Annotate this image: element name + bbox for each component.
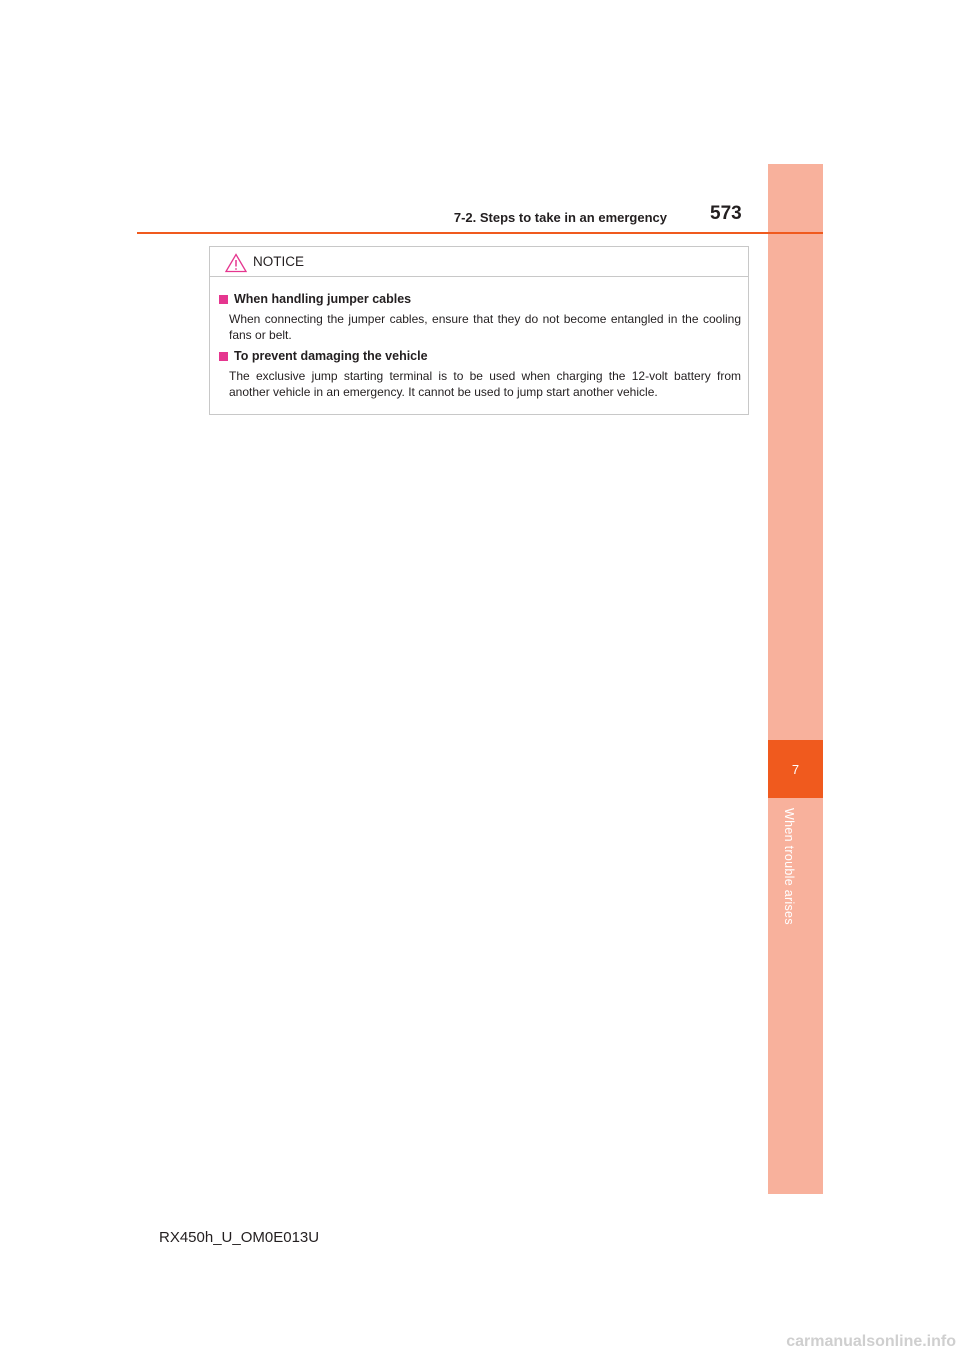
section-title: 7-2. Steps to take in an emergency	[453, 210, 667, 225]
notice-header	[210, 247, 748, 277]
notice-item-heading: When handling jumper cables	[234, 292, 412, 306]
side-tab	[768, 164, 823, 1194]
square-bullet-icon	[219, 352, 228, 361]
header-rule	[137, 232, 823, 234]
notice-item	[219, 291, 741, 343]
square-bullet-icon	[219, 295, 228, 304]
watermark: carmanualsonline.info	[786, 1333, 956, 1350]
notice-item-text: When connecting the jumper cables, ensure that they do not become entangled in the cooling fans or belt.	[229, 312, 741, 342]
notice-box	[209, 246, 749, 415]
notice-item-heading: To prevent damaging the vehicle	[234, 349, 428, 363]
manual-code: RX450h_U_OM0E013U	[159, 1229, 320, 1246]
notice-item	[219, 348, 741, 400]
notice-title: NOTICE	[253, 254, 305, 269]
chapter-box	[768, 740, 823, 798]
page-number: 573	[710, 203, 742, 224]
chapter-label: When trouble arises	[782, 808, 796, 925]
warning-triangle-icon	[225, 253, 247, 273]
notice-item-text: The exclusive jump starting terminal is to be used when charging the 12-volt battery from another vehicle in an emergency. It cannot be used to jump start another vehicle.	[229, 369, 741, 399]
notice-body	[219, 291, 741, 405]
chapter-number: 7	[791, 762, 800, 777]
